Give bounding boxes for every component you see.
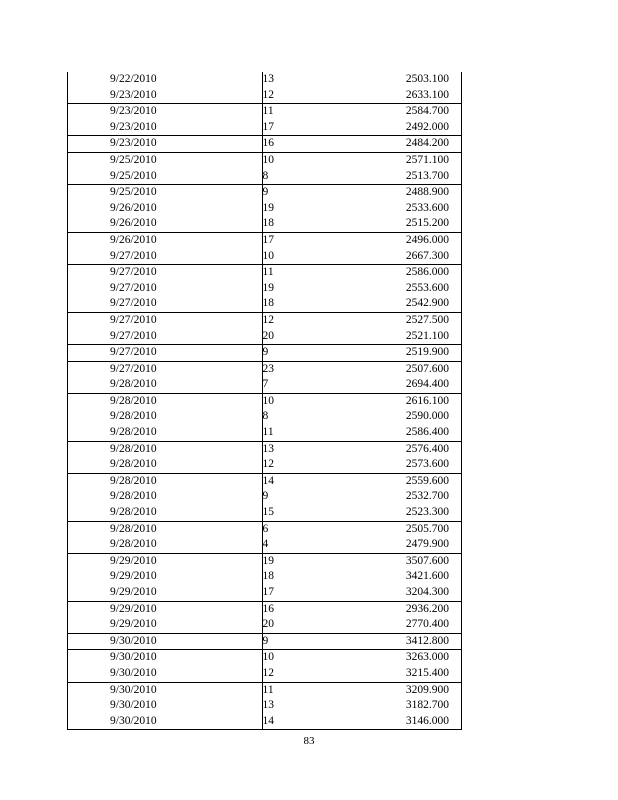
date-cell: 9/28/2010 [68,393,263,409]
date-cell: 9/30/2010 [68,650,263,666]
value-cell: 2576.400 [263,441,462,457]
date-cell: 9/29/2010 [110,586,157,598]
value-cell: 2586.000 [263,265,462,281]
date-cell: 9/28/2010 [110,426,157,439]
value-cell: 2590.000 [405,410,449,423]
date-cell: 9/30/2010 [110,666,157,679]
date-cell: 9/27/2010 [110,297,157,310]
date-cell: 9/30/2010 [68,633,263,650]
value-cell: 2573.600 [405,458,449,471]
date-cell: 9/28/2010 [68,441,263,457]
table-row: 9/28/2010 9 2532.700 [68,489,462,505]
value-cell: 2488.900 [263,185,462,201]
value-cell: 2519.900 [263,345,462,362]
date-cell: 9/26/2010 [68,232,263,248]
value-cell: 2571.100 [263,152,462,168]
value-cell: 2936.200 [263,601,462,617]
table-row: 9/23/2010 17 2492.000 [68,120,462,136]
value-cell: 3209.900 [263,682,462,698]
date-cell: 9/27/2010 [68,312,263,328]
date-cell: 9/25/2010 [110,169,157,182]
table-row: 9/26/2010 18 2515.200 [68,216,462,232]
table-row: 9/27/2010 19 2553.600 [68,281,462,297]
table-row: 9/25/2010 8 2513.700 [68,169,462,185]
table-row: 9/27/2010 23 2507.600 [68,361,462,377]
table-row: 9/26/2010 17 2496.000 [68,232,462,248]
date-cell: 9/27/2010 [110,249,157,262]
table-row: 9/22/2010 13 2503.100 [68,72,462,88]
date-cell: 9/29/2010 [68,601,263,617]
date-cell: 9/22/2010 [110,73,157,85]
table-row: 9/30/2010 11 3209.900 [68,682,462,698]
table-row: 9/27/2010 12 2527.500 [68,312,462,328]
table-row: 9/28/2010 4 2479.900 [68,537,462,553]
table-row: 9/30/2010 14 3146.000 [68,714,462,730]
table-row: 9/28/2010 10 2616.100 [68,393,462,409]
date-cell: 9/28/2010 [110,506,157,519]
date-cell: 9/29/2010 [110,570,157,583]
value-cell: 2533.600 [405,201,449,214]
value-cell: 2505.700 [263,521,462,537]
table-row: 9/27/2010 20 2521.100 [68,329,462,345]
date-cell: 9/28/2010 [110,410,157,423]
table-row: 9/29/2010 19 3507.600 [68,553,462,569]
value-cell: 2515.200 [405,217,449,230]
value-cell: 3507.600 [263,553,462,569]
value-cell: 2479.900 [405,538,449,551]
value-cell: 2694.400 [405,378,449,391]
value-cell: 2527.500 [263,312,462,328]
value-cell: 2586.400 [405,426,449,439]
date-cell: 9/27/2010 [110,329,157,342]
date-cell: 9/28/2010 [110,378,157,391]
date-cell: 9/26/2010 [110,217,157,230]
value-cell: 2496.000 [263,232,462,248]
value-cell: 3412.800 [263,633,462,650]
date-cell: 9/25/2010 [68,152,263,168]
data-table [67,72,462,730]
date-cell: 9/30/2010 [110,699,157,712]
table-row: 9/29/2010 16 2936.200 [68,601,462,617]
table-row: 9/27/2010 11 2586.000 [68,265,462,281]
value-cell: 2633.100 [405,88,449,101]
date-cell: 9/26/2010 [110,201,157,214]
value-cell: 2484.200 [263,136,462,153]
value-cell: 2523.300 [405,506,449,519]
value-cell: 3263.000 [263,650,462,666]
date-cell: 9/23/2010 [68,104,263,120]
table-row: 9/23/2010 16 2484.200 [68,136,462,153]
date-cell: 9/25/2010 [68,185,263,201]
date-cell: 9/28/2010 [68,521,263,537]
date-cell: 9/30/2010 [68,714,263,730]
table-row: 9/27/2010 9 2519.900 [68,345,462,362]
value-cell: 2559.600 [263,473,462,489]
table-row: 9/28/2010 6 2505.700 [68,521,462,537]
date-cell: 9/29/2010 [110,618,157,631]
table-row: 9/30/2010 12 3215.400 [68,666,462,682]
value-cell: 3215.400 [405,666,449,679]
table-row: 9/23/2010 12 2633.100 [68,88,462,104]
table-row: 9/27/2010 10 2667.300 [68,249,462,265]
date-cell: 9/23/2010 [110,88,157,101]
table-row: 9/29/2010 20 2770.400 [68,617,462,633]
date-cell: 9/28/2010 [110,538,157,551]
value-cell: 2521.100 [405,329,449,342]
value-cell: 2507.600 [263,361,462,377]
date-cell: 9/23/2010 [68,136,263,153]
table-row: 9/25/2010 10 2571.100 [68,152,462,168]
value-cell: 2532.700 [405,490,449,503]
value-cell: 2616.100 [263,393,462,409]
table-row: 9/28/2010 12 2573.600 [68,457,462,473]
value-cell: 3204.300 [405,586,449,598]
date-cell: 9/27/2010 [68,265,263,281]
table-row: 9/28/2010 8 2590.000 [68,409,462,425]
table-body [68,72,462,730]
value-cell: 3182.700 [405,699,449,712]
value-cell: 2553.600 [405,281,449,294]
table-row: 9/30/2010 10 3263.000 [68,650,462,666]
date-cell: 9/30/2010 [68,682,263,698]
date-cell: 9/27/2010 [68,345,263,362]
date-cell: 9/28/2010 [110,458,157,471]
value-cell: 3146.000 [263,714,462,730]
date-cell: 9/27/2010 [68,361,263,377]
page-number: 83 [303,735,315,747]
table-row: 9/30/2010 9 3412.800 [68,633,462,650]
value-cell: 2503.100 [405,73,449,85]
table-row: 9/27/2010 18 2542.900 [68,296,462,312]
table-row: 9/28/2010 13 2576.400 [68,441,462,457]
value-cell: 3421.600 [405,570,449,583]
value-cell: 2492.000 [405,120,449,133]
date-cell: 9/29/2010 [68,553,263,569]
value-cell: 2513.700 [405,169,449,182]
date-cell: 9/28/2010 [68,473,263,489]
date-cell: 9/27/2010 [110,281,157,294]
table-row: 9/29/2010 18 3421.600 [68,569,462,585]
table-row: 9/29/2010 17 3204.300 [68,585,462,601]
table-row: 9/28/2010 14 2559.600 [68,473,462,489]
value-cell: 2770.400 [405,618,449,631]
value-cell: 2542.900 [405,297,449,310]
table-row: 9/28/2010 15 2523.300 [68,505,462,521]
table-row: 9/23/2010 11 2584.700 [68,104,462,120]
value-cell: 2584.700 [263,104,462,120]
date-cell: 9/23/2010 [110,120,157,133]
table-row: 9/25/2010 9 2488.900 [68,185,462,201]
table-row: 9/26/2010 19 2533.600 [68,201,462,217]
value-cell: 2667.300 [405,249,449,262]
table-row: 9/28/2010 11 2586.400 [68,425,462,441]
date-cell: 9/28/2010 [110,490,157,503]
table-row: 9/28/2010 7 2694.400 [68,377,462,393]
table-row: 9/30/2010 13 3182.700 [68,698,462,714]
